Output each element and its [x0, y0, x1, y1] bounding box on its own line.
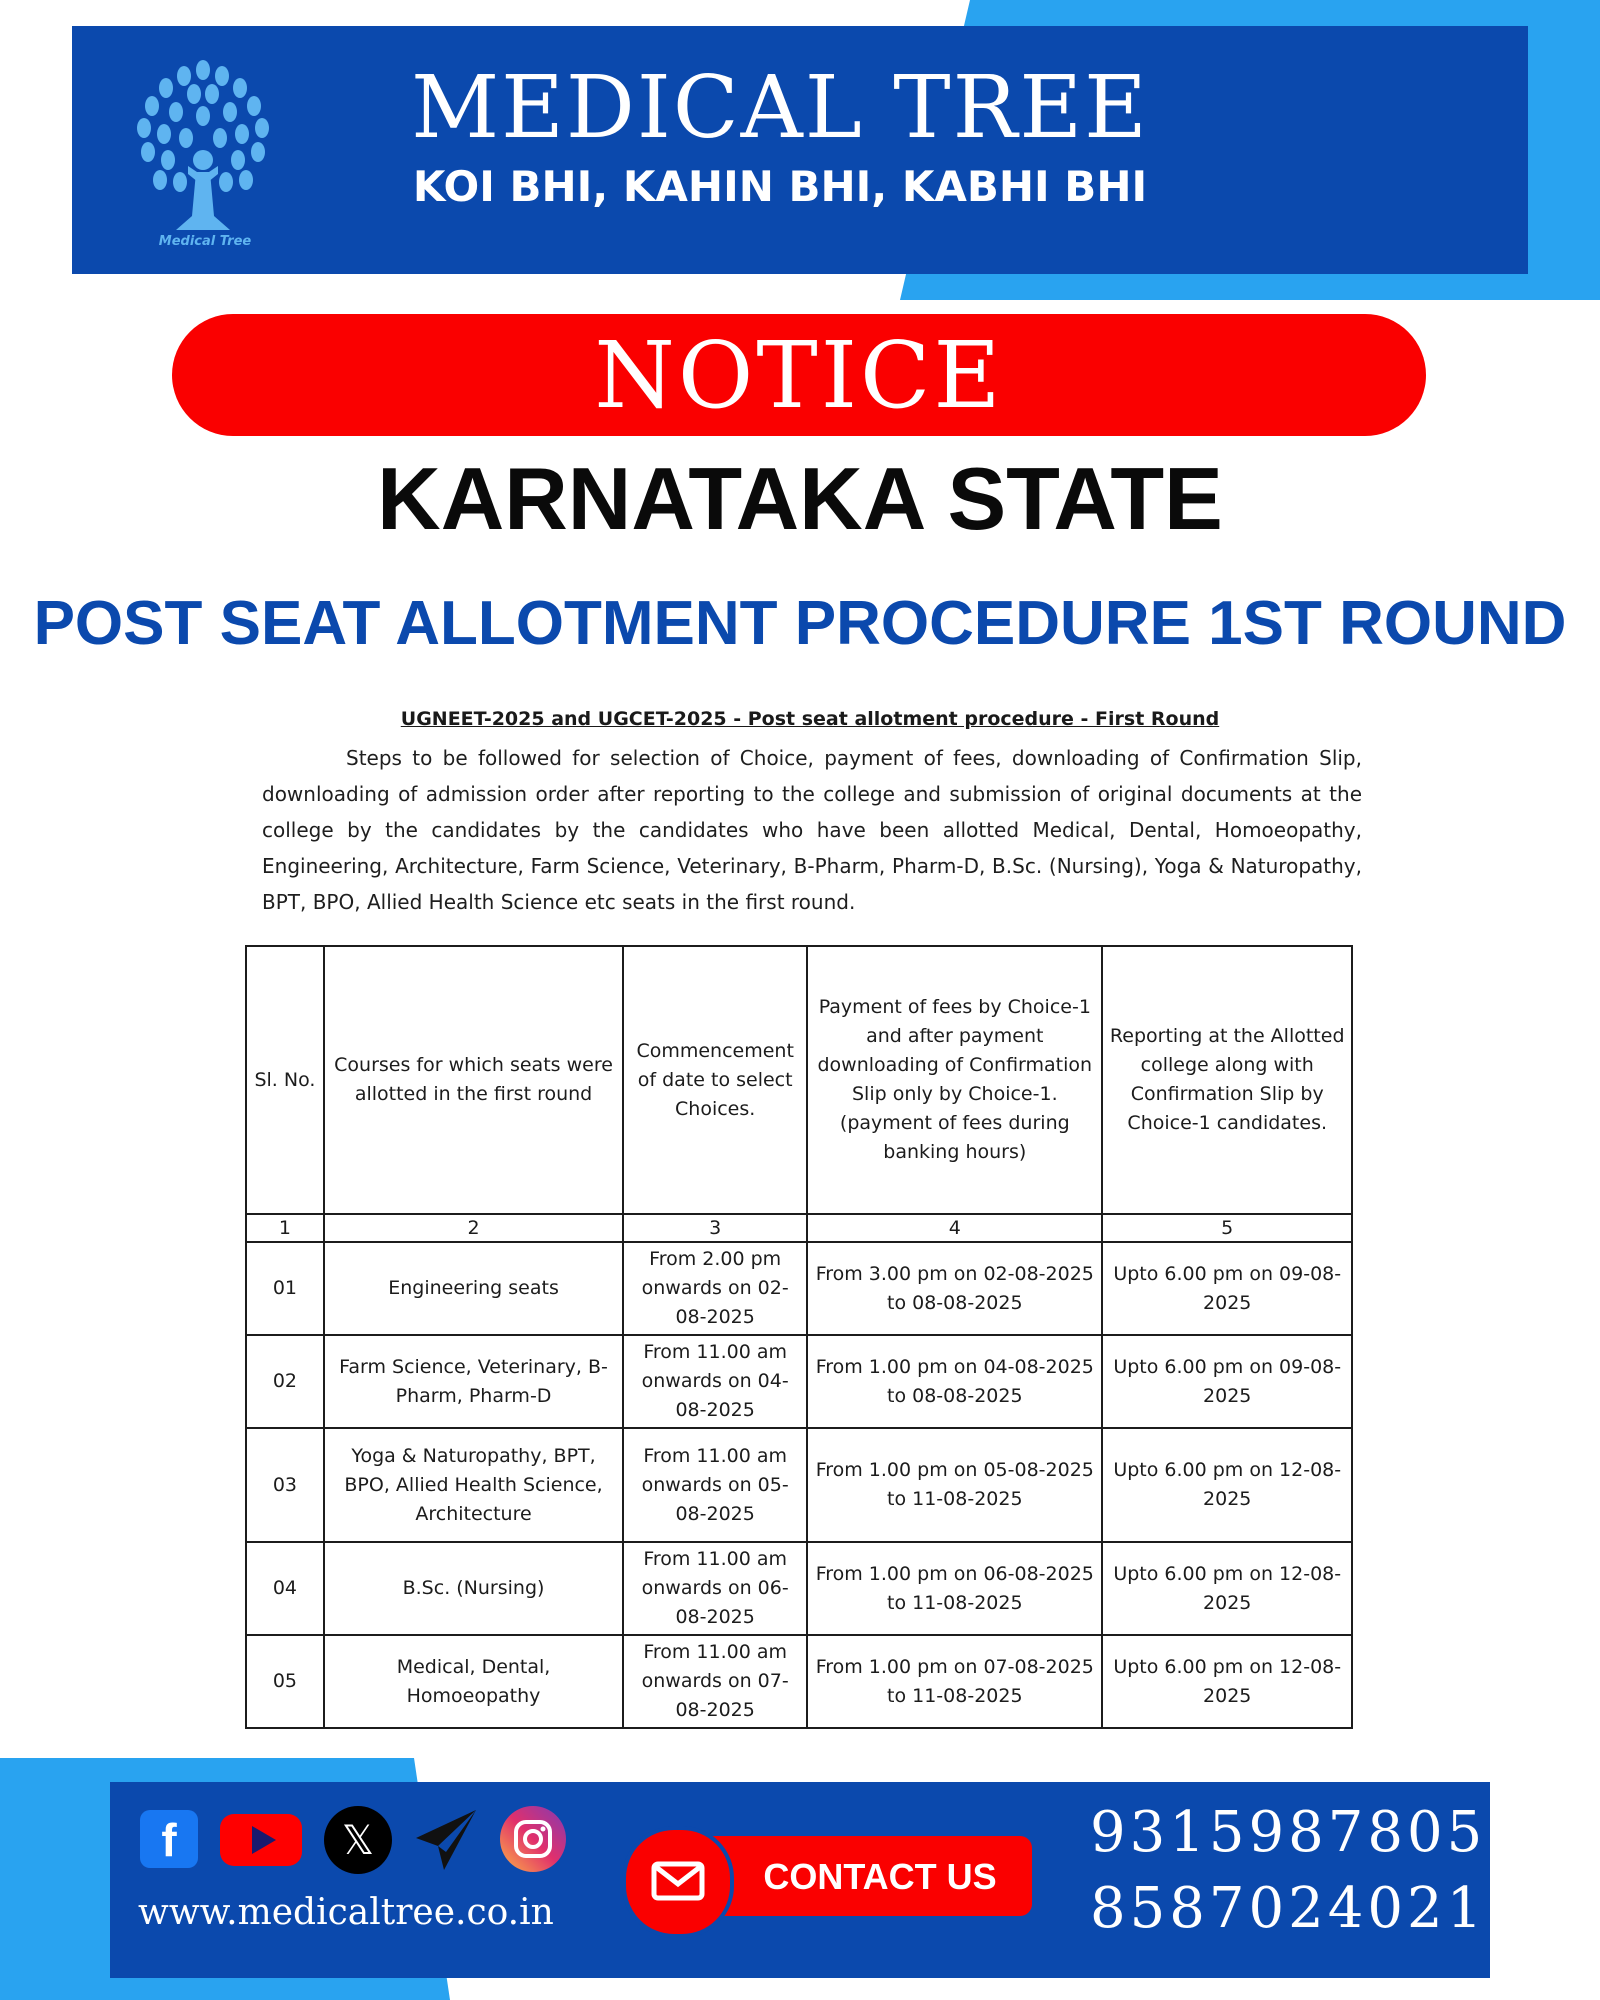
document-heading: UGNEET-2025 and UGCET-2025 - Post seat allotment procedure - First Round [400, 708, 1220, 730]
mail-icon[interactable] [622, 1826, 734, 1938]
table-row [246, 1542, 1352, 1635]
cell-commence: From 11.00 am onwards on 05-08-2025 [623, 1428, 807, 1542]
cell-payment: From 1.00 pm on 04-08-2025 to 08-08-2025 [807, 1335, 1102, 1428]
notice-label: NOTICE [594, 322, 1004, 429]
cell-course: Farm Science, Veterinary, B-Pharm, Pharm-D [324, 1335, 623, 1428]
column-number: 4 [807, 1214, 1102, 1242]
cell-reporting: Upto 6.00 pm on 09-08-2025 [1102, 1335, 1352, 1428]
youtube-icon[interactable] [218, 1808, 304, 1870]
cell-payment: From 1.00 pm on 06-08-2025 to 11-08-2025 [807, 1542, 1102, 1635]
website-link[interactable]: www.medicaltree.co.in [138, 1892, 554, 1933]
x-icon[interactable] [322, 1804, 394, 1876]
header-courses: Courses for which seats were allotted in the first round [324, 946, 623, 1214]
brand-title: MEDICAL TREE [411, 58, 1149, 158]
cell-payment: From 1.00 pm on 07-08-2025 to 11-08-2025 [807, 1635, 1102, 1728]
facebook-glyph: f [161, 1814, 177, 1866]
table-row [246, 1428, 1352, 1542]
brand-tagline: KOI BHI, KAHIN BHI, KABHI BHI [412, 162, 1148, 211]
cell-commence: From 11.00 am onwards on 04-08-2025 [623, 1335, 807, 1428]
document-paragraph: Steps to be followed for selection of Choice, payment of fees, downloading of Confirmation Slip, downloading of admission order after reporting to the college and submission of original documents at the college by the candidates by the candidates who have been allotted Medical, Dental, Homoeopathy, Engineering, Architecture, Farm Science, Veterinary, B-Pharm, Pharm-D, B.Sc. (Nursing), Yoga & Naturopathy, BPT, BPO, Allied Health Science etc seats in the first round. [262, 746, 1362, 914]
cell-reporting: Upto 6.00 pm on 12-08-2025 [1102, 1635, 1352, 1728]
cell-course: Yoga & Naturopathy, BPT, BPO, Allied Health Science, Architecture [324, 1428, 623, 1542]
table-row [246, 1335, 1352, 1428]
cell-reporting: Upto 6.00 pm on 12-08-2025 [1102, 1428, 1352, 1542]
cell-payment: From 1.00 pm on 05-08-2025 to 11-08-2025 [807, 1428, 1102, 1542]
table-row [246, 1242, 1352, 1335]
cell-sl: 05 [246, 1635, 324, 1728]
cell-course: B.Sc. (Nursing) [324, 1542, 623, 1635]
header-sl-no: Sl. No. [246, 946, 324, 1214]
header-commencement: Commencement of date to select Choices. [623, 946, 807, 1214]
table-row [246, 1635, 1352, 1728]
tree-logo-icon [118, 56, 288, 256]
header-reporting: Reporting at the Allotted college along with Confirmation Slip by Choice-1 candidates. [1102, 946, 1352, 1214]
phone-number-primary[interactable]: 9315987805 [1090, 1800, 1487, 1865]
cell-commence: From 11.00 am onwards on 06-08-2025 [623, 1542, 807, 1635]
column-number: 3 [623, 1214, 807, 1242]
facebook-icon[interactable] [138, 1808, 200, 1870]
cell-sl: 01 [246, 1242, 324, 1335]
cell-reporting: Upto 6.00 pm on 09-08-2025 [1102, 1242, 1352, 1335]
cell-sl: 02 [246, 1335, 324, 1428]
table-header-row [246, 946, 1352, 1214]
cell-commence: From 2.00 pm onwards on 02-08-2025 [623, 1242, 807, 1335]
instagram-icon[interactable] [498, 1804, 568, 1874]
allotment-schedule-table [245, 945, 1353, 1729]
procedure-title: POST SEAT ALLOTMENT PROCEDURE 1ST ROUND [33, 589, 1567, 658]
column-number: 2 [324, 1214, 623, 1242]
contact-label[interactable]: CONTACT US [763, 1856, 997, 1897]
cell-commence: From 11.00 am onwards on 07-08-2025 [623, 1635, 807, 1728]
telegram-icon[interactable] [412, 1804, 480, 1876]
cell-course: Medical, Dental, Homoeopathy [324, 1635, 623, 1728]
x-glyph: 𝕏 [341, 1818, 375, 1864]
logo-caption: Medical Tree [158, 234, 252, 249]
column-number-row [246, 1214, 1352, 1242]
phone-number-secondary[interactable]: 8587024021 [1090, 1876, 1487, 1941]
cell-course: Engineering seats [324, 1242, 623, 1335]
column-number: 1 [246, 1214, 324, 1242]
cell-sl: 03 [246, 1428, 324, 1542]
cell-payment: From 3.00 pm on 02-08-2025 to 08-08-2025 [807, 1242, 1102, 1335]
column-number: 5 [1102, 1214, 1352, 1242]
state-title: KARNATAKA STATE [377, 449, 1223, 548]
cell-reporting: Upto 6.00 pm on 12-08-2025 [1102, 1542, 1352, 1635]
cell-sl: 04 [246, 1542, 324, 1635]
header-payment: Payment of fees by Choice-1 and after payment downloading of Confirmation Slip only by Choice-1. (payment of fees during banking hours) [807, 946, 1102, 1214]
